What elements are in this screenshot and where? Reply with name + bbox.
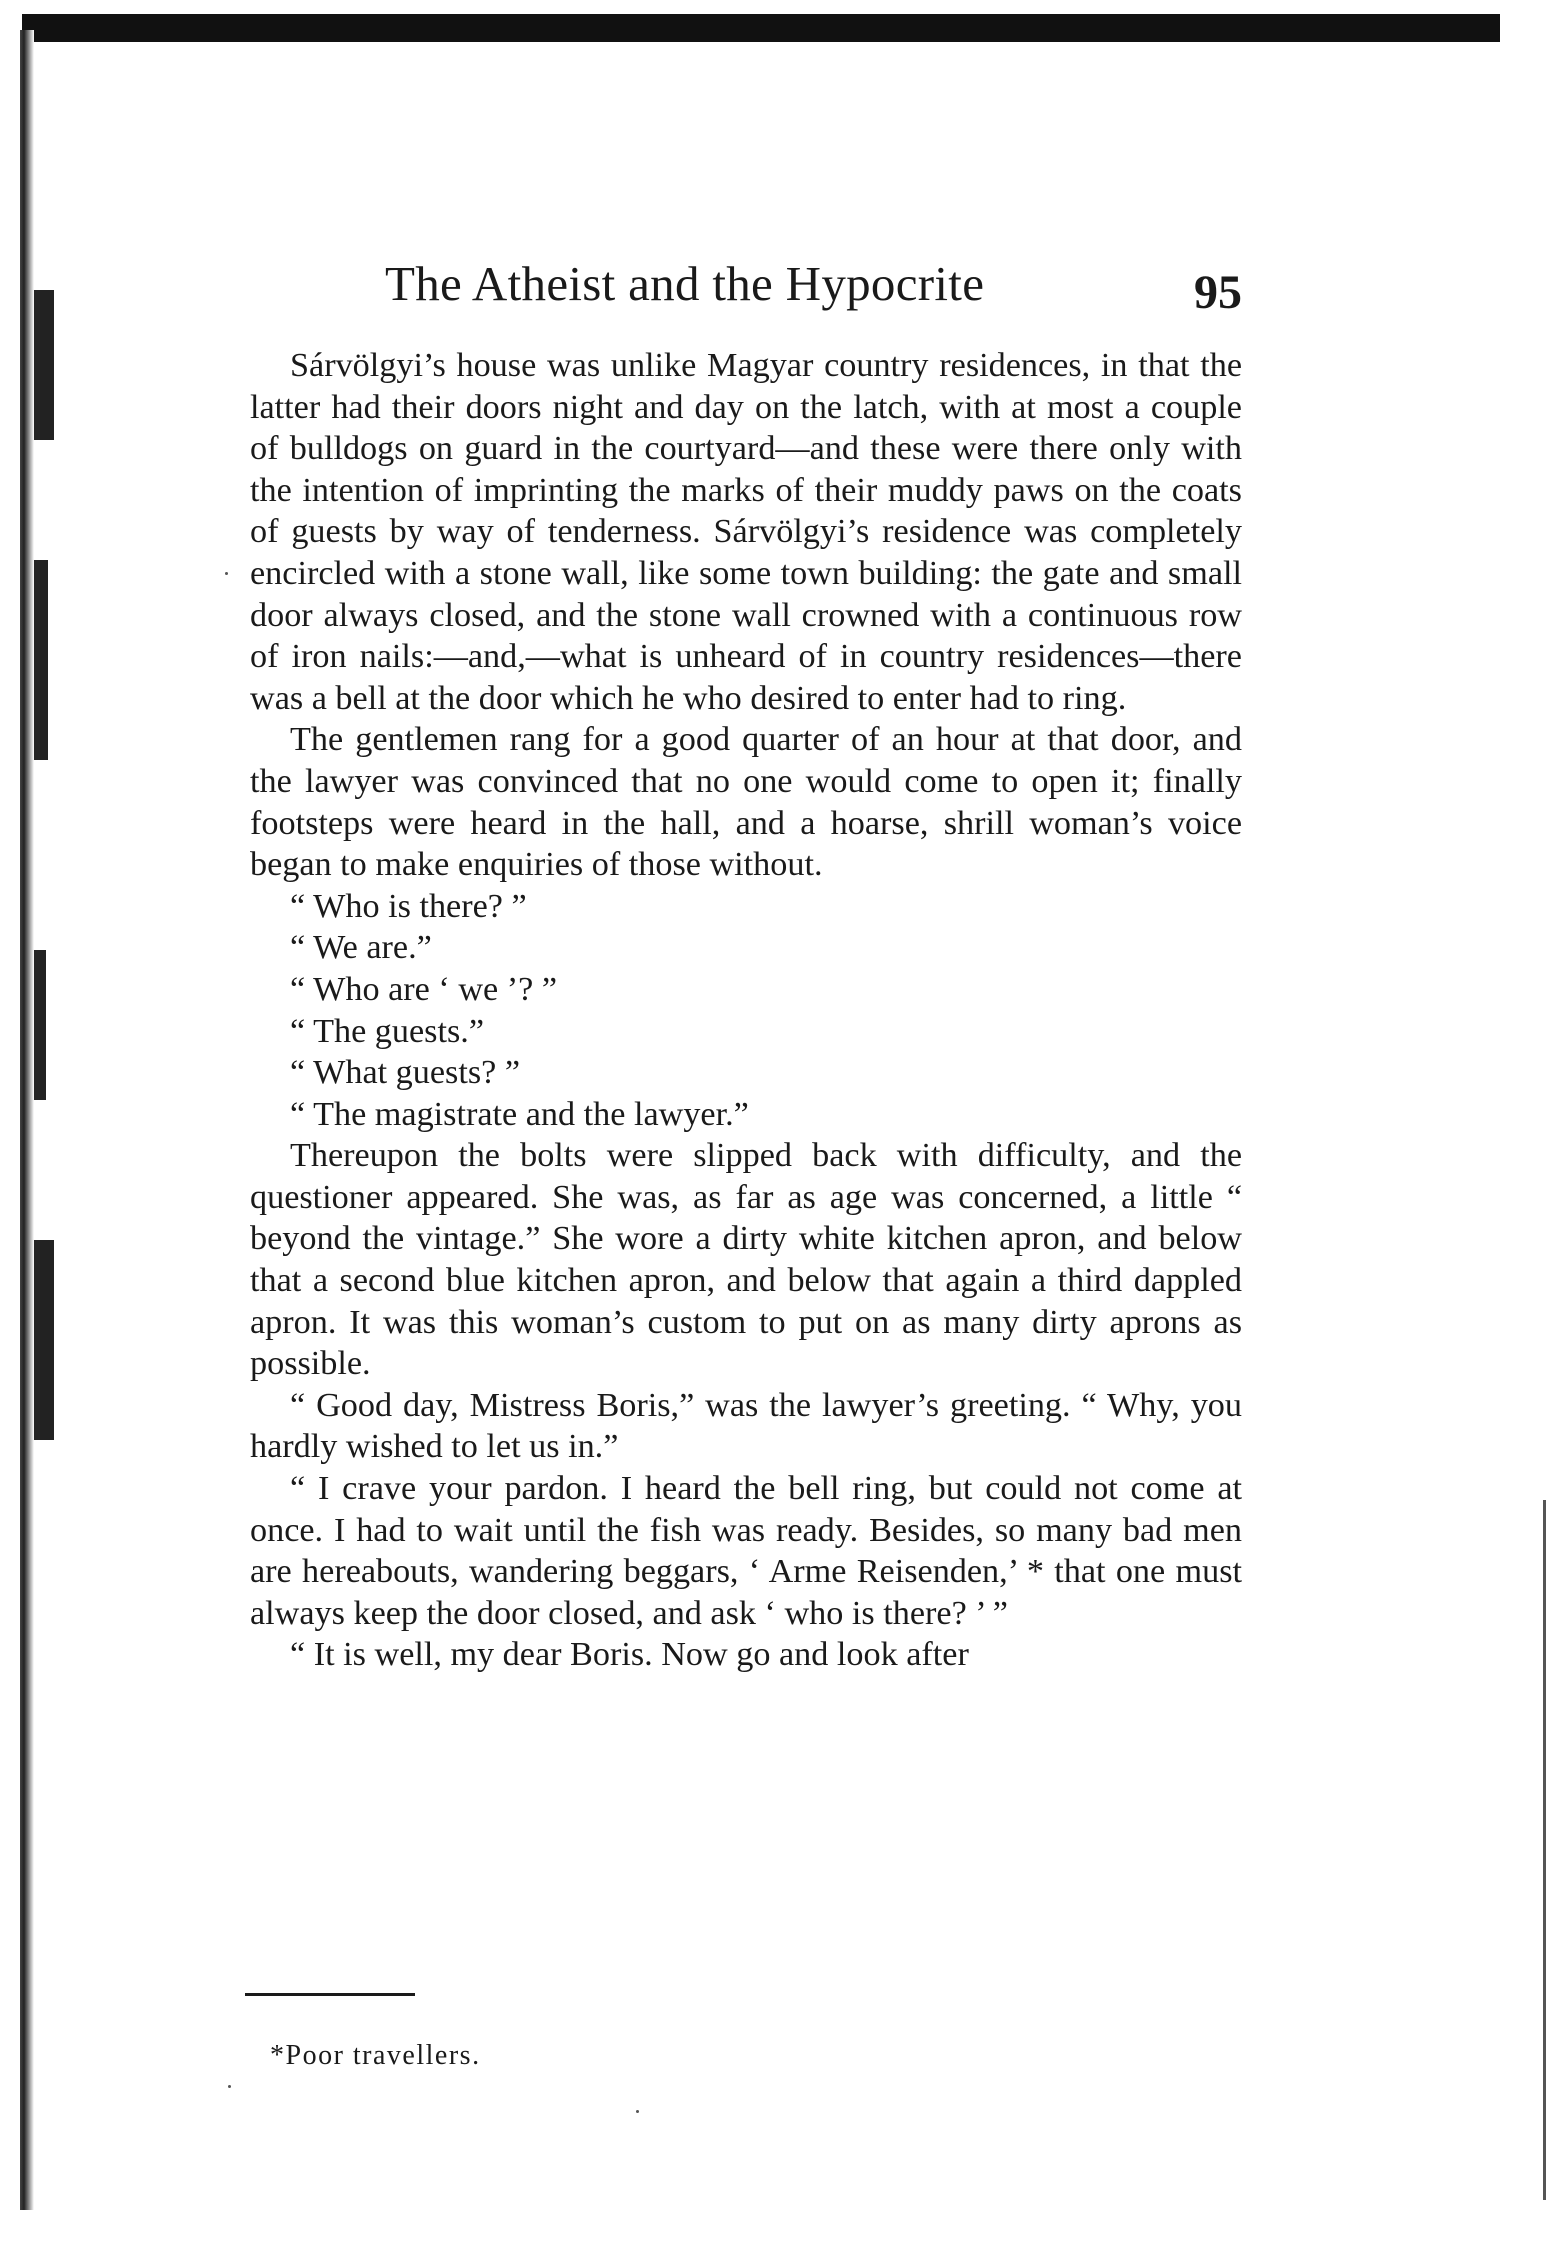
scan-smudge — [34, 560, 48, 760]
dialogue-line: “ The magistrate and the lawyer.” — [290, 1095, 749, 1133]
dialogue-line: “ We are.” — [290, 929, 432, 967]
scan-border-top — [22, 14, 1500, 42]
scan-speck — [225, 572, 228, 575]
scan-speck — [228, 2085, 231, 2088]
dialogue-line: “ The guests.” — [290, 1012, 484, 1050]
paragraph: The gentlemen rang for a good quarter of an hour at that door, and the lawyer was convinced that no one would come to open it; finally footsteps were heard in the hall, and a hoarse, shrill woman’s voice began to make enquiries of those without. — [250, 721, 1242, 884]
page-number: 95 — [1194, 266, 1242, 319]
footnote: *Poor travellers. — [270, 2040, 481, 2071]
paragraph: Thereupon the bolts were slipped back with difficulty, and the questioner appeared. She was, as far as age was concerned, a little “ beyond the vintage.” She wore a dirty white kitchen apron, and below that a second blue kitchen apron, and below that again a third dappled apron. It was this woman’s custom to put on as many dirty aprons as possible. — [250, 1137, 1242, 1383]
book-page — [250, 255, 1242, 1676]
scan-smudge — [34, 290, 54, 440]
running-title: The Atheist and the Hypocrite — [385, 256, 985, 311]
scan-speck — [636, 2110, 639, 2113]
scan-border-left — [20, 30, 34, 2210]
body-text — [250, 345, 1242, 1676]
paragraph: “ Good day, Mistress Boris,” was the lawyer’s greeting. “ Why, you hardly wished to let us in.” — [250, 1386, 1242, 1466]
scan-border-right — [1543, 1500, 1546, 2200]
paragraph: “ It is well, my dear Boris. Now go and look after — [290, 1636, 969, 1674]
scan-smudge — [34, 950, 46, 1100]
dialogue-line: “ Who is there? ” — [290, 887, 527, 925]
running-head — [250, 255, 1242, 331]
footnote-rule — [245, 1993, 415, 1996]
dialogue-line: “ What guests? ” — [290, 1054, 521, 1092]
paragraph: Sárvölgyi’s house was unlike Magyar country residences, in that the latter had their doors night and day on the latch, with at most a couple of bulldogs on guard in the courtyard—and these were there only with the intention of imprinting the marks of their muddy paws on the coats of guests by way of tenderness. Sárvölgyi’s residence was completely encircled with a stone wall, like some town building: the gate and small door always closed, and the stone wall crowned with a continuous row of iron nails:—and,—what is unheard of in country residences—there was a bell at the door which he who desired to enter had to ring. — [250, 347, 1242, 717]
dialogue-line: “ Who are ‘ we ’? ” — [290, 970, 558, 1008]
scan-smudge — [34, 1240, 54, 1440]
paragraph: “ I crave your pardon. I heard the bell ring, but could not come at once. I had to wait until the fish was ready. Besides, so many bad men are hereabouts, wandering beggars, ‘ Arme Reisenden,’ * that one must always keep the door closed, and ask ‘ who is there? ’ ” — [250, 1470, 1242, 1632]
